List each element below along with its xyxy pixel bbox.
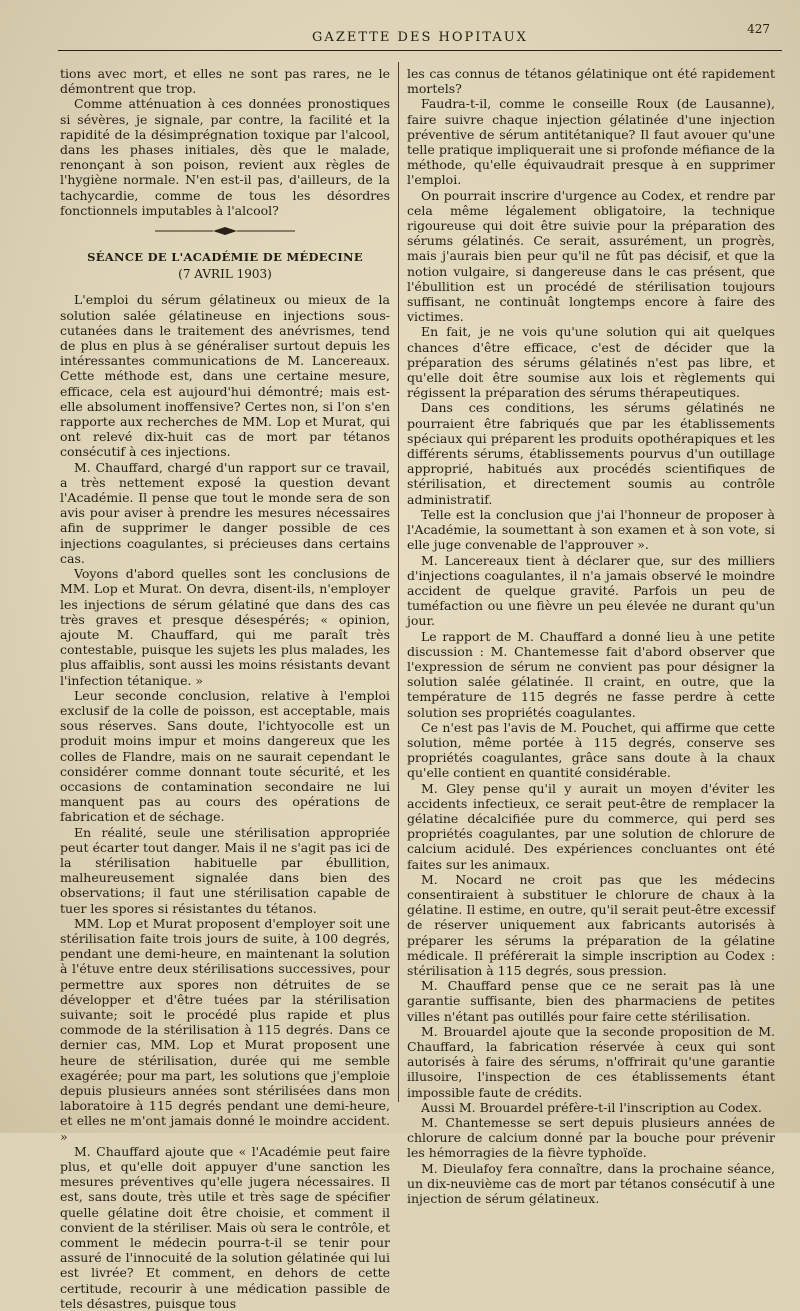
paragraph: Le rapport de M. Chauffard a donné lieu à une petite discussion : M. Chantemesse fait d'abord observer que l'expression de sérum ne convient pas pour désigner la solution salée gélatinée. Il craint, en outre, que la température de 115 degrés ne fasse perdre à cette solution ses propriétés coagulantes. <box>407 628 775 720</box>
paragraph: tions avec mort, et elles ne sont pas rares, ne le démontrent que trop. <box>60 66 390 97</box>
paragraph: Telle est la conclusion que j'ai l'honneur de proposer à l'Académie, la soumettant à son examen et à son vote, si elle juge convenable de l'approuver ». <box>407 506 775 553</box>
paragraph: En réalité, seule une stérilisation appropriée peut écarter tout danger. Mais il ne s'agit pas ici de la stérilisation habituelle par ébullition, malheureusement signalée dans bien des observations; il faut une stérilisation capable de tuer les spores si résistantes du tétanos. <box>60 824 390 916</box>
paragraph: les cas connus de tétanos gélatinique ont été rapidement mortels? <box>407 66 775 97</box>
running-title: GAZETTE DES HOPITAUX <box>312 30 528 45</box>
paragraph: M. Dieulafoy fera connaître, dans la prochaine séance, un dix-neuvième cas de mort par tétanos consécutif à une injection de sérum gélatineux. <box>407 1160 775 1207</box>
page-number: 427 <box>747 22 770 36</box>
section-date: (7 AVRIL 1903) <box>178 267 272 282</box>
paragraph: Comme atténuation à ces données pronostiques si sévères, je signale, par contre, la facilité et la rapidité de la désimprégnation toxique par l'alcool, dans les phases initiales, dès que le malade, renonçant à son poison, revient aux règles de l'hygiène normale. N'en est-il pas, d'ailleurs, de la tachycardie, comme de tous les désordres fonctionnels imputables à l'alcool? <box>60 96 390 218</box>
paragraph: MM. Lop et Murat proposent d'employer soit une stérilisation faite trois jours de suite, à 100 degrés, pendant une demi-heure, en maintenant la solution à l'étuve entre deux stérilisations successives, pour permettre aux spores non détruites de se développer et d'être tuées par la stérilisation suivante; soit le procédé plus rapide et plus commode de la stérilisation à 115 degrés. Dans ce dernier cas, MM. Lop et Murat proposent une heure de stérilisation, durée qui me semble exagérée; pour ma part, les solutions que j'emploie depuis plusieurs années sont stérilisées dans mon laboratoire à 115 degrés pendant une demi-heure, et elles ne m'ont jamais donné le moindre accident. » <box>60 915 390 1144</box>
right-column <box>407 66 775 1206</box>
paragraph: M. Gley pense qu'il y aurait un moyen d'éviter les accidents infectieux, ce serait peut-être de remplacer la gélatine décalcifiée pure du commerce, qui perd ses propriétés coagulantes, par une solution de chlorure de calcium acidulé. Des expériences concluantes ont été faites sur les animaux. <box>407 780 775 872</box>
section-title: SÉANCE DE L'ACADÉMIE DE MÉDECINE <box>87 250 363 265</box>
paragraph: M. Chauffard pense que ce ne serait pas là une garantie suffisante, bien des pharmaciens de petites villes n'étant pas outillés pour faire cette stérilisation. <box>407 978 775 1024</box>
paragraph: Ce n'est pas l'avis de M. Pouchet, qui affirme que cette solution, même portée à 115 degrés, conserve ses propriétés coagulantes, grâce sans doute à la chaux qu'elle contient en quantité considérable. <box>407 719 775 781</box>
paragraph: Aussi M. Brouardel préfère-t-il l'inscription au Codex. <box>421 1099 762 1115</box>
paragraph: En fait, je ne vois qu'une solution qui ait quelques chances d'être efficace, c'est de décider que la préparation des sérums gélatinés n'est pas libre, et qu'elle doit être soumise aux lois et règlements qui régissent la préparation des sérums thérapeutiques. <box>407 324 775 401</box>
paragraph: M. Chantemesse se sert depuis plusieurs années de chlorure de calcium donné par la bouche pour prévenir les hémorragies de la fièvre typhoïde. <box>407 1115 775 1161</box>
paragraph: On pourrait inscrire d'urgence au Codex, et rendre par cela même légalement obligatoire, la technique rigoureuse qui doit être suivie pour la préparation des sérums gélatinés. Ce serait, assurément, un progrès, mais j'aurais bien peur qu'il ne fût pas décisif, et que la notion vulgaire, si dangereuse dans le cas présent, que l'ébullition est un procédé de stérilisation toujours suffisant, ne continuât longtemps encore à faire des victimes. <box>407 187 775 325</box>
left-column <box>60 66 390 1311</box>
paragraph: M. Brouardel ajoute que la seconde proposition de M. Chauffard, la fabrication réservée à ceux qui sont autorisés à faire des sérums, n'offrirait qu'une garantie illusoire, l'inspection de ces établissements étant impossible faute de crédits. <box>407 1023 775 1100</box>
paragraph: L'emploi du sérum gélatineux ou mieux de la solution salée gélatineuse en injections sous-cutanées dans le traitement des anévrismes, tend de plus en plus à se généraliser surtout depuis les intéressantes communications de M. Lancereaux. Cette méthode est, dans une certaine mesure, efficace, cela est aujourd'hui démontré; mais est-elle absolument inoffensive? Certes non, si l'on s'en rapporte aux recherches de MM. Lop et Murat, qui ont relevé dix-huit cas de mort par tétanos consécutif à ces injections. <box>60 292 390 460</box>
paragraph: Voyons d'abord quelles sont les conclusions de MM. Lop et Murat. On devra, disent-ils, n'employer les injections de sérum gélatiné que dans des cas très graves et presque désespérés; « opinion, ajoute M. Chauffard, qui me paraît très contestable, puisque les sujets les plus malades, les plus affaiblis, sont aussi les moins résistants devant l'infection tétanique. » <box>60 566 390 688</box>
paragraph: Dans ces conditions, les sérums gélatinés ne pourraient être fabriqués que par les établissements spéciaux qui préparent les produits opothérapiques et les différents sérums, établissements pourvus d'un outillage approprié, habitués aux procédés scientifiques de stérilisation, et directement soumis au contrôle administratif. <box>407 400 775 507</box>
paragraph: M. Nocard ne croit pas que les médecins consentiraient à substituer le chlorure de chaux à la gélatine. Il estime, en outre, qu'il serait peut-être excessif de réserver uniquement aux fabricants autorisés à préparer les sérums la préparation de la gélatine médicale. Il préférerait la simple inscription au Codex : stérilisation à 115 degrés, sous pression. <box>407 871 775 978</box>
paragraph: Leur seconde conclusion, relative à l'emploi exclusif de la colle de poisson, est acceptable, mais sous réserves. Sans doute, l'ichtyocolle est un produit moins impur et moins dangereux que les colles de Flandre, mais on ne saurait cependant le considérer comme donnant toute sécurité, et les occasions de contamination secondaire ne lui manquent pas au cours des opérations de fabrication et de séchage. <box>60 687 390 825</box>
paragraph: Faudra-t-il, comme le conseille Roux (de Lausanne), faire suivre chaque injection gélatinée d'une injection préventive de sérum antitétanique? Il faut avouer qu'une telle pratique impliquerait une si profonde méfiance de la méthode, qu'elle équivaudrait presque à en supprimer l'emploi. <box>407 96 775 188</box>
ornament-divider-icon <box>155 226 295 236</box>
paragraph: M. Chauffard, chargé d'un rapport sur ce travail, a très nettement exposé la question devant l'Académie. Il pense que tout le monde sera de son avis pour aviser à prendre les mesures nécessaires afin de supprimer le danger possible de ces injections coagulantes, si précieuses dans certains cas. <box>60 459 390 566</box>
paragraph: M. Lancereaux tient à déclarer que, sur des milliers d'injections coagulantes, il n'a jamais observé le moindre accident de quelque gravité. Parfois un peu de tuméfaction ou une fièvre un peu élevée ne durant qu'un jour. <box>407 552 775 629</box>
column-divider <box>398 62 399 1102</box>
paragraph: M. Chauffard ajoute que « l'Académie peut faire plus, et qu'elle doit appuyer d'une sanction les mesures préventives qu'elle jugera nécessaires. Il est, sans doute, très utile et très sage de spécifier quelle gélatine doit être choisie, et comment il convient de la stériliser. Mais où sera le contrôle, et comment le médecin pourra-t-il se tenir pour assuré de l'innocuité de la solution gélatinée qui lui est livrée? Et comment, en dehors de cette certitude, recourir à une médication passible de tels désastres, puisque tous <box>60 1143 390 1311</box>
header-rule <box>58 50 782 51</box>
